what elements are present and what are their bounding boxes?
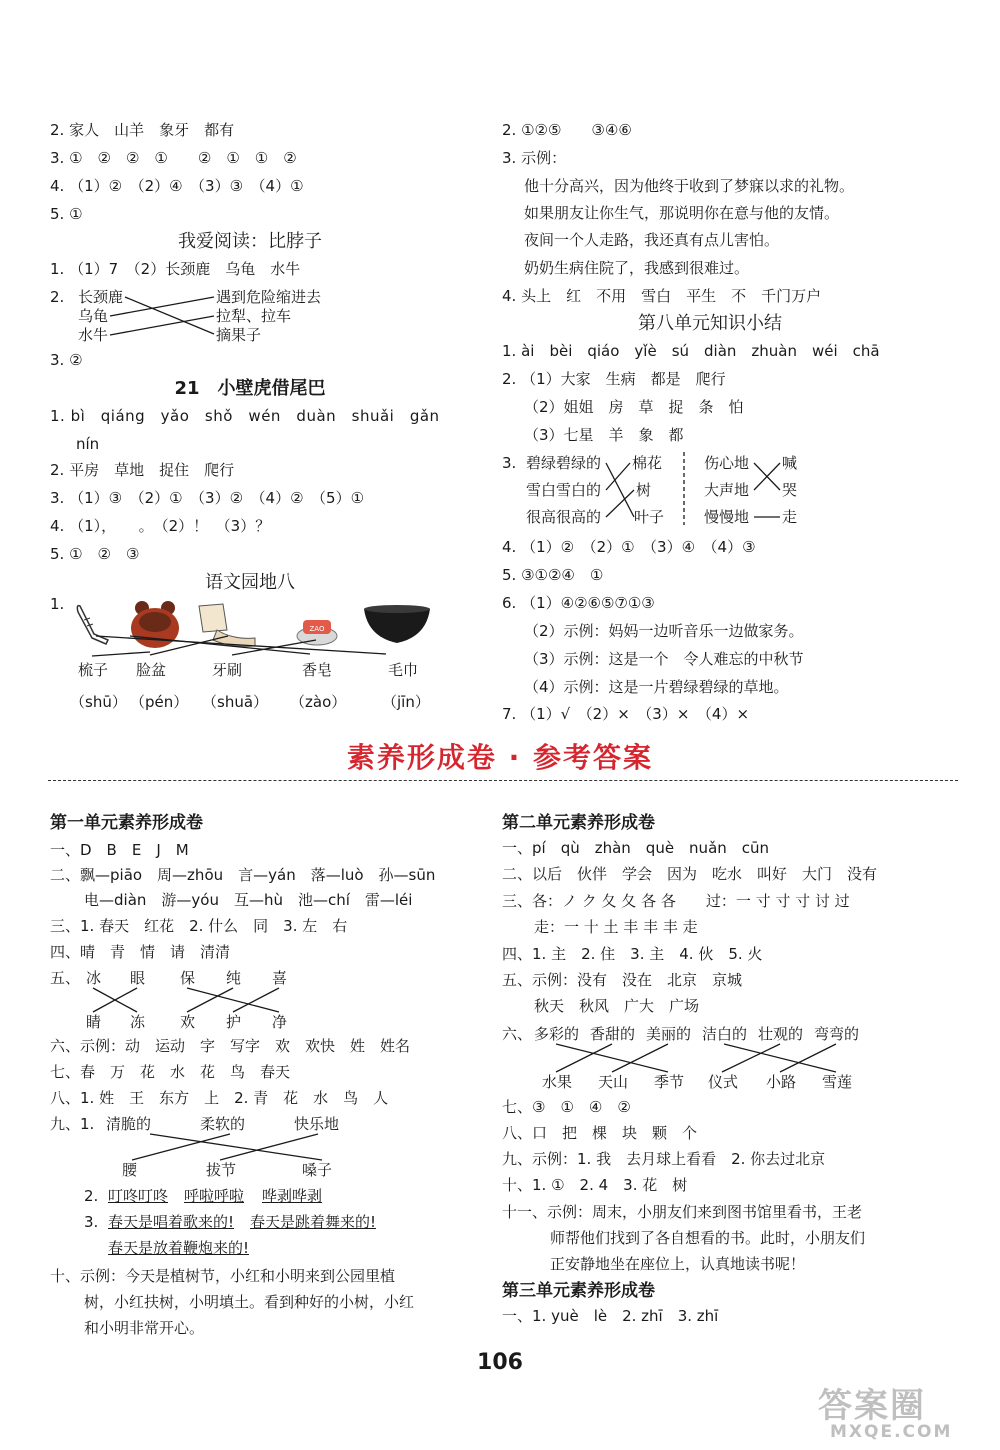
- answer-line: 4. （1）， 。 （2）！ （3）？: [50, 517, 271, 535]
- answer-line: （2）姐姐 房 草 捉 条 怕: [524, 398, 744, 416]
- match-bottom-item: 睛: [86, 1013, 102, 1031]
- answer-line: 十一、示例：周末，小朋友们来到图书馆里看书，王老: [502, 1203, 863, 1221]
- match-left-item: 伤心地: [704, 454, 750, 472]
- match-bottom-item: 欢: [180, 1013, 196, 1031]
- answer-label: 2.: [50, 288, 65, 306]
- match-bottom-item: 净: [272, 1013, 288, 1031]
- underlined-answer: 春天是跳着舞来的!: [250, 1213, 377, 1231]
- answer-label: 1.: [50, 595, 65, 613]
- answer-line: 四、1. 主 2. 住 3. 主 4. 伙 5. 火: [502, 945, 763, 963]
- answer-line: 三、各：ノ ク 夂 夂 各 各 过：一 寸 寸 寸 讨 过: [502, 892, 850, 910]
- answer-line: 六、示例：动 运动 字 写字 欢 欢快 姓 姓名: [50, 1037, 411, 1055]
- answer-line: 7. （1）√ （2）× （3）× （4）×: [502, 705, 750, 723]
- answer-line: 一、pí qù zhàn què nuǎn cūn: [502, 839, 770, 857]
- match-word: 毛巾: [388, 661, 419, 679]
- answer-line: 和小明非常开心。: [84, 1319, 205, 1337]
- answer-line: 奶奶生病住院了，我感到很难过。: [524, 259, 750, 277]
- match-top-item: 清脆的: [106, 1115, 152, 1133]
- section-title: 第八单元知识小结: [638, 313, 782, 334]
- answer-line: 2. 平房 草地 捉住 爬行: [50, 461, 235, 479]
- pinyin-answer: （shuā）: [202, 693, 269, 711]
- answer-line: 树，小红扶树，小明填土。看到种好的小树，小红: [84, 1293, 415, 1311]
- answer-line: 十、示例：今天是植树节，小红和小明来到公园里植: [50, 1267, 396, 1285]
- answer-line: （3）七星 羊 象 都: [524, 426, 684, 444]
- answer-label: 3.: [502, 454, 517, 472]
- match-bottom-item: 雪莲: [822, 1073, 853, 1091]
- answer-line: （3）示例：这是一个 令人难忘的中秋节: [524, 650, 804, 668]
- match-top-item: 眼: [130, 969, 146, 987]
- match-top-item: 喜: [272, 969, 288, 987]
- watermark-top: 答案圈: [818, 1386, 926, 1426]
- page-number: 106: [477, 1350, 523, 1375]
- answer-line: 五、示例：没有 没在 北京 京城: [502, 971, 743, 989]
- match-left-item: 水牛: [78, 326, 109, 344]
- answer-line: 5. ① ② ③: [50, 545, 140, 563]
- answer-line: 九、示例：1. 我 去月球上看看 2. 你去过北京: [502, 1150, 826, 1168]
- underlined-answer: 呼啦呼啦: [184, 1187, 245, 1205]
- match-right-item: 拉犁、拉车: [216, 307, 292, 325]
- answer-line: 八、口 把 棵 块 颗 个: [502, 1124, 698, 1142]
- match-top-item: 冰: [86, 969, 102, 987]
- answer-line: 2. ①②⑤ ③④⑥: [502, 121, 632, 139]
- match-top-item: 美丽的: [646, 1025, 692, 1043]
- section-title: 语文园地八: [205, 572, 295, 593]
- match-left-item: 很高很高的: [526, 508, 602, 526]
- match-left-item: 长颈鹿: [78, 288, 124, 306]
- unit-title: 第一单元素养形成卷: [50, 813, 203, 833]
- match-right-item: 叶子: [634, 508, 665, 526]
- match-top-item: 弯弯的: [814, 1025, 860, 1043]
- section-banner: 素养形成卷 · 参考答案: [346, 741, 654, 774]
- match-left-item: 乌龟: [78, 307, 109, 325]
- watermark-bottom: MXQE.COM: [830, 1422, 953, 1442]
- answer-line: 如果朋友让你生气，那说明你在意与他的友情。: [524, 204, 840, 222]
- match-bottom-item: 冻: [130, 1013, 146, 1031]
- svg-text:ZAO: ZAO: [309, 625, 325, 633]
- answer-label: 六、: [502, 1025, 533, 1043]
- watermark-logo: [810, 1378, 985, 1444]
- match-bottom-item: 拔节: [206, 1161, 237, 1179]
- answer-line: 十、1. ① 2. 4 3. 花 树: [502, 1176, 688, 1194]
- match-top-item: 保: [180, 969, 196, 987]
- answer-line: 3. （1）③ （2）① （3）② （4）② （5）①: [50, 489, 365, 507]
- answer-line: 4. （1）② （2）④ （3）③ （4）①: [50, 177, 304, 195]
- answer-line: 1. bì qiáng yǎo shǒ wén duàn shuǎi gǎn: [50, 407, 440, 425]
- match-top-item: 多彩的: [534, 1025, 580, 1043]
- answer-line: 6. （1）④②⑥⑤⑦①③: [502, 594, 655, 612]
- match-right-item: 棉花: [632, 454, 663, 472]
- match-bottom-item: 护: [226, 1013, 242, 1031]
- answer-line: 1. ài bèi qiáo yǐè sú diàn zhuàn wéi chā: [502, 342, 880, 360]
- lesson-title: 21 小壁虎借尾巴: [174, 378, 326, 399]
- underlined-answer: 叮咚叮咚: [108, 1187, 169, 1205]
- answer-line: 4. （1）② （2）① （3）④ （4）③: [502, 538, 756, 556]
- answer-line: 他十分高兴，因为他终于收到了梦寐以求的礼物。: [524, 177, 855, 195]
- match-bottom-item: 小路: [766, 1073, 797, 1091]
- answer-label: 2.: [84, 1187, 99, 1205]
- match-bottom-item: 季节: [654, 1073, 685, 1091]
- underlined-answer: 春天是放着鞭炮来的!: [108, 1239, 250, 1257]
- answer-label: 五、: [50, 969, 81, 987]
- unit-title: 第三单元素养形成卷: [502, 1281, 655, 1301]
- answer-line: 二、以后 伙伴 学会 因为 吃水 叫好 大门 没有: [502, 865, 878, 883]
- match-bottom-item: 嗓子: [302, 1161, 333, 1179]
- answer-line: 夜间一个人走路，我还真有点儿害怕。: [524, 231, 780, 249]
- pinyin-answer: （shū）: [70, 693, 127, 711]
- answer-line: 八、1. 姓 王 东方 上 2. 青 花 水 鸟 人: [50, 1089, 389, 1107]
- answer-label: 3.: [84, 1213, 99, 1231]
- unit-title: 第二单元素养形成卷: [502, 813, 655, 833]
- match-word: 香皂: [302, 661, 333, 679]
- answer-line: 5. ③①②④ ①: [502, 566, 604, 584]
- answer-line: 正安静地坐在座位上，认真地读书呢！: [550, 1255, 806, 1273]
- match-right-item: 遇到危险缩进去: [216, 288, 322, 306]
- answer-line: 3. ②: [50, 351, 83, 369]
- match-bottom-item: 腰: [122, 1161, 138, 1179]
- answer-line: 1. （1）7 （2）长颈鹿 乌龟 水牛: [50, 260, 301, 278]
- answer-line: nín: [76, 435, 100, 453]
- match-bottom-item: 天山: [598, 1073, 629, 1091]
- answer-line: 走：一 十 土 丰 丰 丰 走: [534, 918, 698, 936]
- match-left-item: 慢慢地: [704, 508, 750, 526]
- answer-line: 七、春 万 花 水 花 鸟 春天: [50, 1063, 291, 1081]
- pinyin-answer: （jīn）: [382, 693, 430, 711]
- answer-line: 2. （1）大家 生病 都是 爬行: [502, 370, 726, 388]
- match-left-item: 碧绿碧绿的: [526, 454, 602, 472]
- match-top-item: 快乐地: [294, 1115, 340, 1133]
- match-bottom-item: 水果: [542, 1073, 573, 1091]
- match-top-item: 壮观的: [758, 1025, 804, 1043]
- pinyin-answer: （pén）: [130, 693, 189, 711]
- answer-line: 七、③ ① ④ ②: [502, 1098, 631, 1116]
- section-title: 我爱阅读：比脖子: [178, 231, 322, 252]
- match-top-item: 香甜的: [590, 1025, 636, 1043]
- answer-line: 3. ① ② ② ① ② ① ① ②: [50, 149, 297, 167]
- answer-label: 九、1.: [50, 1115, 95, 1133]
- underlined-answer: 哗剥哗剥: [262, 1187, 323, 1205]
- underlined-answer: 春天是唱着歌来的!: [108, 1213, 235, 1231]
- match-word: 牙刷: [212, 661, 243, 679]
- match-top-item: 洁白的: [702, 1025, 748, 1043]
- answer-line: 一、1. yuè lè 2. zhī 3. zhī: [502, 1307, 719, 1325]
- answer-line: 四、晴 青 情 请 清清: [50, 943, 231, 961]
- answer-line: 2. 家人 山羊 象牙 都有: [50, 121, 235, 139]
- answer-line: 电—diàn 游—yóu 互—hù 池—chí 雷—léi: [84, 891, 413, 909]
- answer-line: 3. 示例：: [502, 149, 567, 167]
- match-right-item: 哭: [782, 481, 798, 499]
- match-right-item: 走: [782, 508, 798, 526]
- match-right-item: 喊: [782, 454, 798, 472]
- pinyin-answer: （zào）: [290, 693, 347, 711]
- answer-line: 秋天 秋风 广大 广场: [534, 997, 700, 1015]
- answer-line: （2）示例：妈妈一边听音乐一边做家务。: [524, 622, 804, 640]
- match-bottom-item: 仪式: [708, 1073, 739, 1091]
- match-word: 梳子: [78, 661, 109, 679]
- answer-line: 师帮他们找到了各自想看的书。此时，小朋友们: [550, 1229, 866, 1247]
- match-right-item: 树: [636, 481, 652, 499]
- answer-line: 5. ①: [50, 205, 83, 223]
- match-left-item: 雪白雪白的: [526, 481, 602, 499]
- answer-line: 4. 头上 红 不用 雪白 平生 不 千门万户: [502, 287, 822, 305]
- answer-line: 二、飘—piāo 周—zhōu 言—yán 落—luò 孙—sūn: [50, 866, 436, 884]
- match-word: 脸盆: [136, 661, 167, 679]
- answer-line: 一、D B E J M: [50, 841, 189, 859]
- match-top-item: 柔软的: [200, 1115, 246, 1133]
- match-right-item: 摘果子: [216, 326, 262, 344]
- match-left-item: 大声地: [704, 481, 750, 499]
- match-top-item: 纯: [226, 969, 242, 987]
- answer-line: 三、1. 春天 红花 2. 什么 同 3. 左 右: [50, 917, 348, 935]
- answer-line: （4）示例：这是一片碧绿碧绿的草地。: [524, 678, 789, 696]
